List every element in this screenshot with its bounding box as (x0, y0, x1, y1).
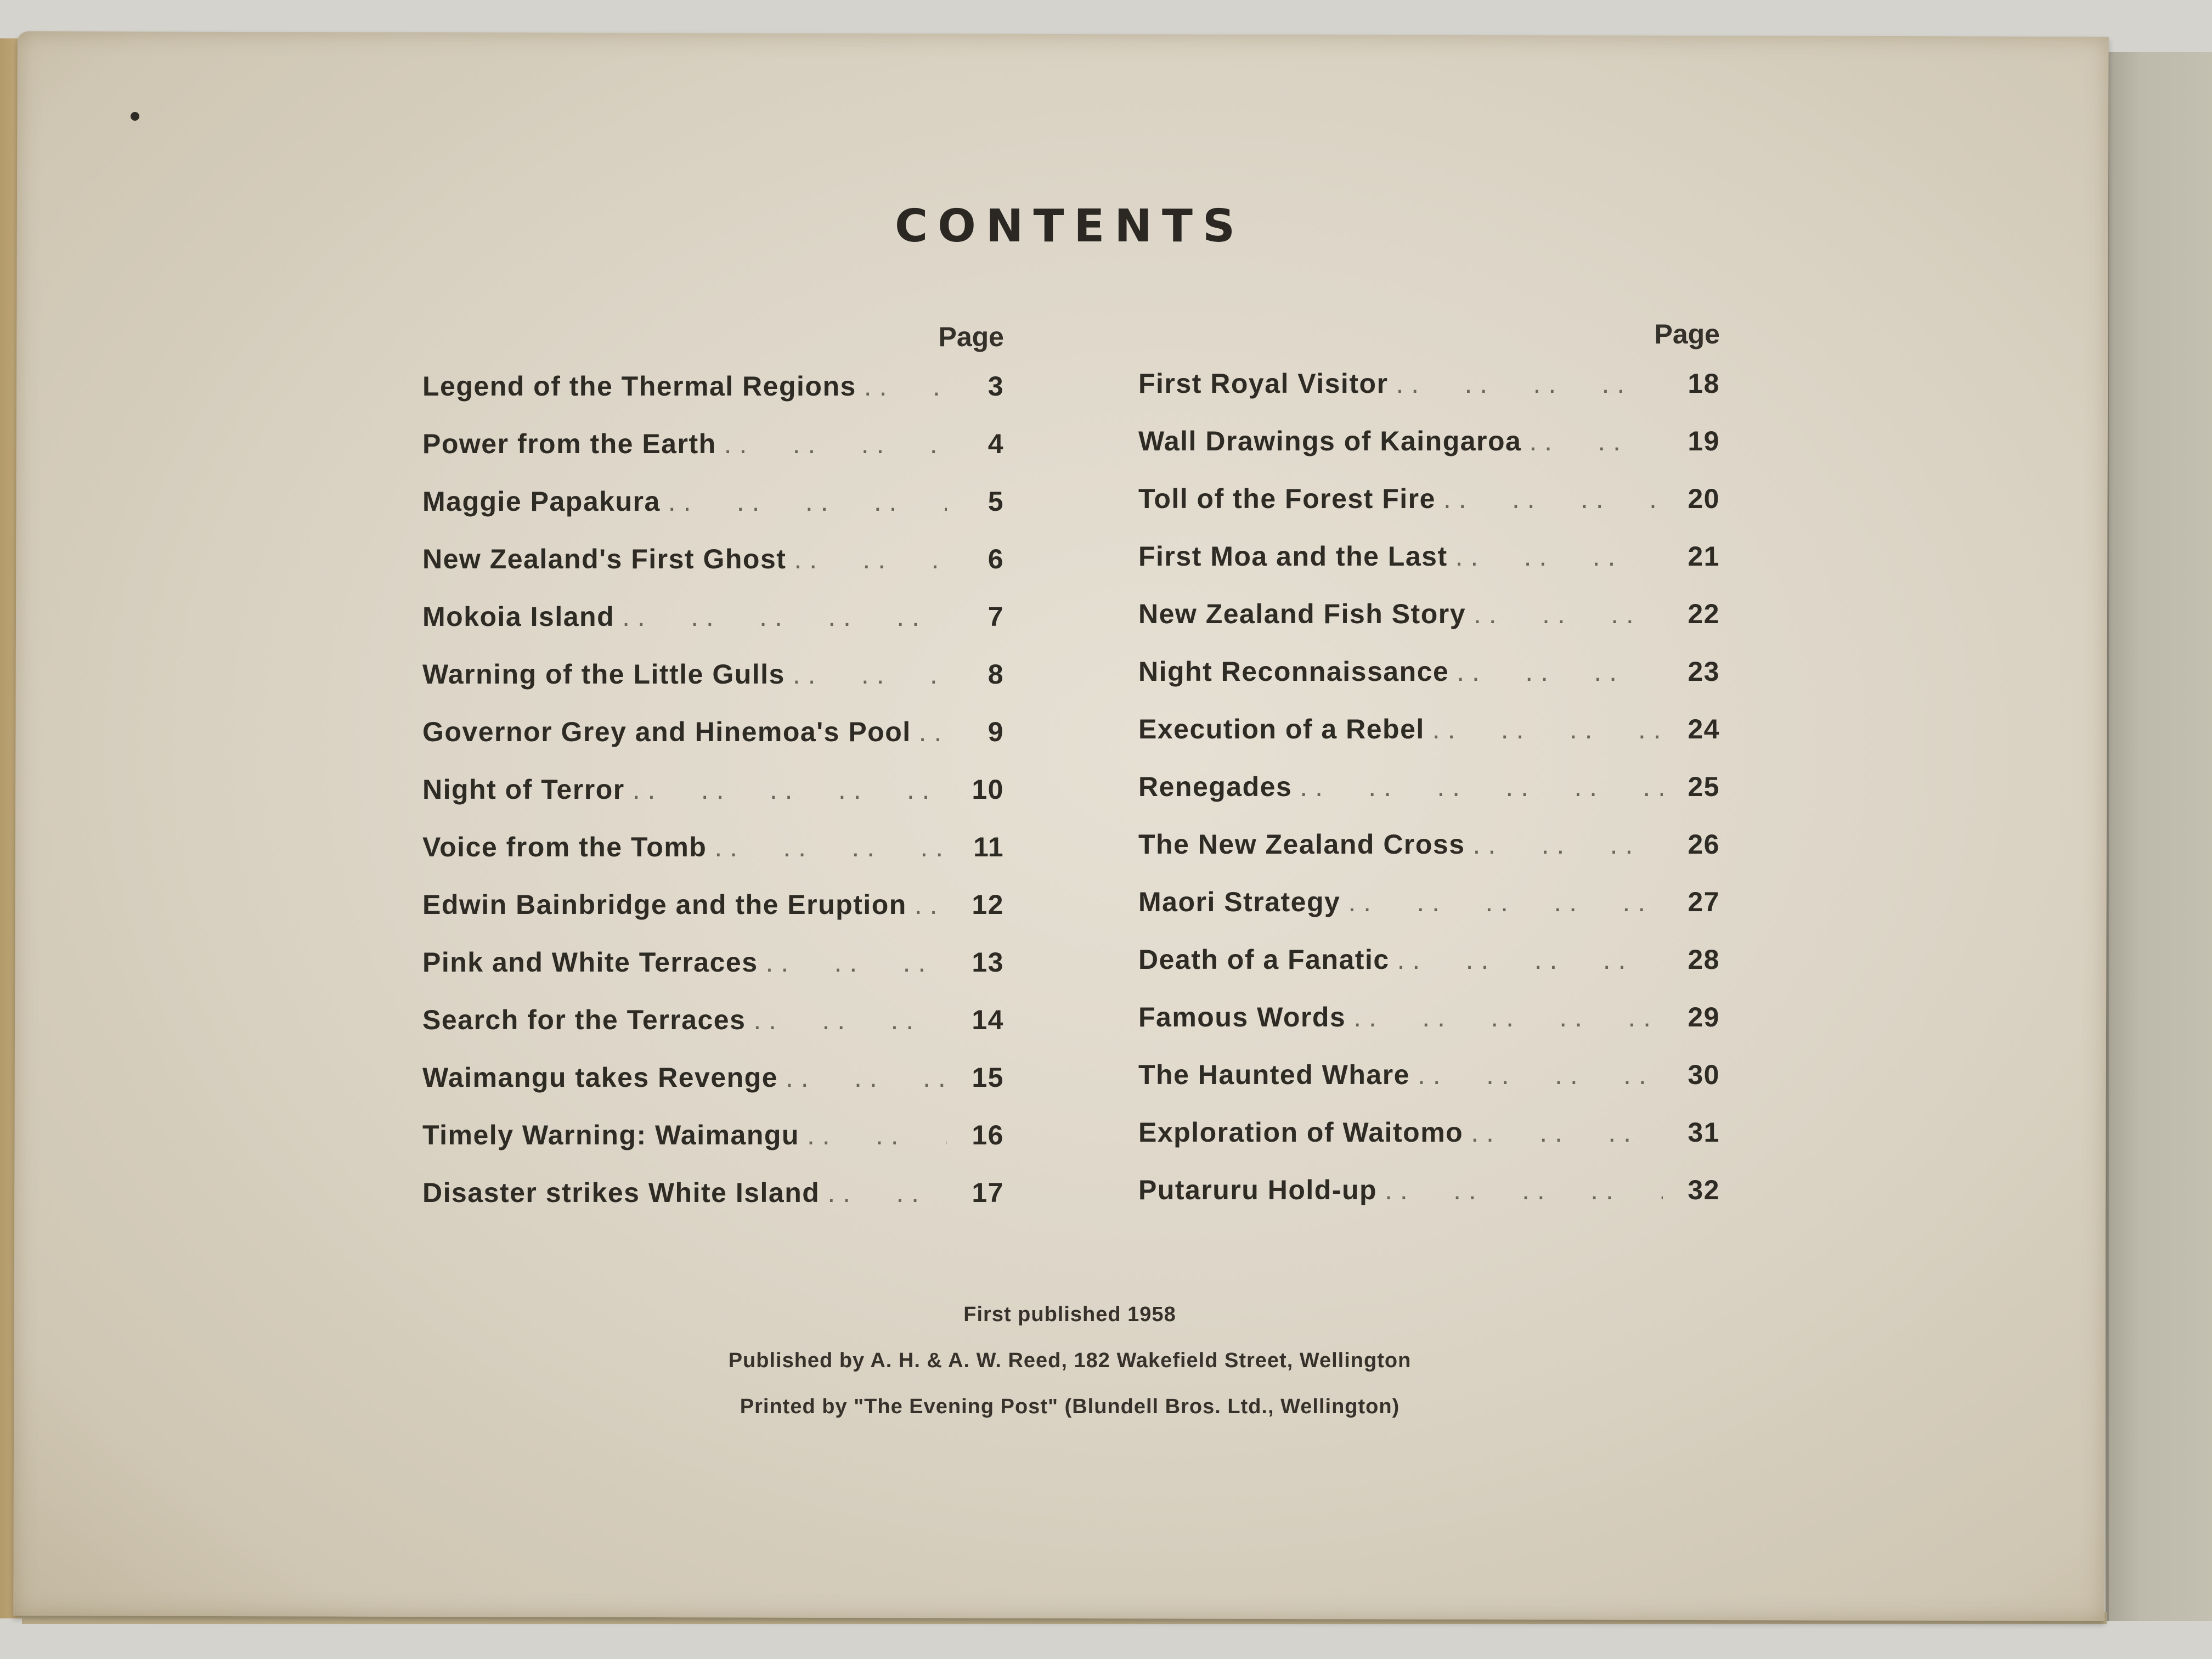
toc-entry-page-number: 25 (1688, 771, 1720, 802)
dot-leader (793, 658, 947, 690)
toc-entry-title: The Haunted Whare (1138, 1059, 1410, 1090)
toc-entry-title: Timely Warning: Waimangu (422, 1120, 799, 1150)
toc-entry-title: Power from the Earth (422, 428, 716, 459)
toc-entry (422, 831, 1004, 889)
toc-entry-page-number: 24 (1688, 714, 1720, 744)
dot-leader (827, 1177, 947, 1209)
dot-leader (1443, 483, 1663, 515)
toc-entry (1138, 540, 1720, 598)
toc-entry-page-number: 26 (1688, 829, 1720, 860)
dot-leader (724, 428, 947, 460)
toc-entry-title: Edwin Bainbridge and the Eruption (422, 889, 907, 920)
toc-entry (1138, 483, 1720, 540)
dot-leader (1529, 425, 1663, 457)
toc-entry (1138, 1174, 1720, 1232)
toc-entry-page-number: 16 (972, 1120, 1004, 1150)
dot-leader (1455, 540, 1663, 572)
toc-entry-title: Famous Words (1138, 1002, 1346, 1032)
toc-entry (422, 370, 1004, 428)
imprint-block (631, 1303, 1509, 1441)
dot-leader (1457, 656, 1663, 687)
toc-entry (422, 946, 1004, 1004)
toc-entry-title: Warning of the Little Gulls (422, 659, 785, 690)
dot-leader (668, 486, 947, 517)
toc-entry-page-number: 9 (988, 716, 1004, 747)
toc-entry (1138, 713, 1720, 771)
toc-entry-page-number: 30 (1688, 1059, 1720, 1090)
dot-leader (864, 370, 947, 402)
dot-leader (1474, 598, 1663, 630)
toc-list-left (422, 370, 1004, 1234)
dot-leader (622, 601, 947, 633)
toc-entry-title: Putaruru Hold-up (1138, 1175, 1378, 1205)
toc-entry (422, 716, 1004, 774)
toc-entry-page-number: 17 (972, 1177, 1004, 1208)
toc-entry-page-number: 27 (1688, 887, 1720, 917)
toc-entry-page-number: 5 (988, 486, 1004, 517)
toc-entry (422, 774, 1004, 831)
toc-entry-title: Wall Drawings of Kaingaroa (1138, 426, 1522, 456)
page-title: CONTENTS (894, 200, 1245, 252)
toc-entry-title: Execution of a Rebel (1138, 714, 1425, 744)
dot-leader (1396, 368, 1663, 399)
toc-entry-title: Maggie Papakura (422, 486, 661, 517)
toc-entry-title: Disaster strikes White Island (422, 1177, 820, 1208)
toc-entry (1138, 1001, 1720, 1059)
dot-leader (753, 1004, 947, 1036)
toc-entry (422, 486, 1004, 543)
toc-entry-page-number: 11 (973, 832, 1004, 862)
toc-list-right (1138, 368, 1720, 1232)
toc-entry (1138, 598, 1720, 656)
toc-entry-title: Renegades (1138, 771, 1293, 802)
toc-entry-page-number: 13 (972, 947, 1004, 978)
toc-entry (1138, 944, 1720, 1001)
dot-leader (714, 831, 947, 863)
dot-leader (807, 1119, 947, 1151)
toc-entry (1138, 425, 1720, 483)
toc-entry (422, 1119, 1004, 1177)
toc-entry-page-number: 29 (1688, 1002, 1720, 1032)
toc-entry (1138, 771, 1720, 828)
toc-entry (422, 658, 1004, 716)
toc-entry-title: New Zealand Fish Story (1138, 599, 1466, 629)
toc-entry-title: First Royal Visitor (1138, 368, 1389, 399)
toc-entry-title: Waimangu takes Revenge (422, 1062, 778, 1093)
page-column-header: Page (1654, 319, 1720, 349)
publisher-line: Published by A. H. & A. W. Reed, 182 Wakefield Street, Wellington (728, 1349, 1412, 1372)
toc-entry-page-number: 28 (1688, 944, 1720, 975)
contents-left-column (422, 321, 1004, 1234)
dot-leader (1473, 828, 1663, 860)
toc-entry-page-number: 15 (972, 1062, 1004, 1093)
dot-leader (1385, 1174, 1663, 1206)
dot-leader (633, 774, 947, 805)
dot-leader (794, 543, 947, 575)
toc-entry-title: Night of Terror (422, 774, 625, 805)
toc-entry-page-number: 19 (1688, 426, 1720, 456)
toc-entry-page-number: 12 (972, 889, 1004, 920)
printer-line: Printed by "The Evening Post" (Blundell Bros. Ltd., Wellington) (740, 1395, 1400, 1418)
toc-entry-title: Toll of the Forest Fire (1138, 483, 1436, 514)
dot-leader (919, 716, 947, 748)
toc-entry-page-number: 14 (972, 1005, 1004, 1035)
toc-entry (422, 601, 1004, 658)
dot-leader (766, 946, 947, 978)
toc-entry-page-number: 18 (1688, 368, 1720, 399)
toc-entry (422, 1004, 1004, 1062)
toc-entry-page-number: 3 (988, 371, 1004, 402)
first-published-line: First published 1958 (963, 1303, 1176, 1326)
toc-entry-page-number: 10 (972, 774, 1004, 805)
toc-entry (1138, 828, 1720, 886)
toc-entry-title: Legend of the Thermal Regions (422, 371, 856, 402)
contents-right-column (1138, 318, 1720, 1232)
toc-entry-title: Death of a Fanatic (1138, 944, 1390, 975)
toc-entry (422, 428, 1004, 486)
toc-entry-title: Exploration of Waitomo (1138, 1117, 1464, 1148)
toc-entry-page-number: 20 (1688, 483, 1720, 514)
toc-entry-title: Governor Grey and Hinemoa's Pool (422, 716, 911, 747)
dot-leader (1397, 944, 1663, 975)
toc-entry-title: Mokoia Island (422, 601, 615, 632)
toc-entry (422, 1062, 1004, 1119)
dot-leader (1418, 1059, 1663, 1091)
toc-entry (1138, 1116, 1720, 1174)
dot-leader (1353, 1001, 1663, 1033)
toc-entry-title: Maori Strategy (1138, 887, 1341, 917)
toc-entry (1138, 1059, 1720, 1116)
toc-entry-page-number: 32 (1688, 1175, 1720, 1205)
dot-leader (1300, 771, 1663, 803)
toc-entry-title: Night Reconnaissance (1138, 656, 1449, 687)
toc-entry-page-number: 23 (1688, 656, 1720, 687)
dot-leader (1348, 886, 1663, 918)
toc-entry (422, 1177, 1004, 1234)
toc-entry-page-number: 22 (1688, 599, 1720, 629)
toc-entry-title: Voice from the Tomb (422, 832, 707, 862)
toc-entry-title: Pink and White Terraces (422, 947, 758, 978)
dot-leader (1432, 713, 1663, 745)
toc-entry (1138, 886, 1720, 944)
toc-entry (422, 543, 1004, 601)
dot-leader (1471, 1116, 1663, 1148)
toc-entry (422, 889, 1004, 946)
page-column-header: Page (938, 321, 1004, 352)
toc-entry-title: New Zealand's First Ghost (422, 544, 787, 574)
toc-entry (1138, 656, 1720, 713)
toc-entry-page-number: 8 (988, 659, 1004, 690)
dot-leader (915, 889, 947, 921)
toc-entry-page-number: 7 (988, 601, 1004, 632)
toc-entry-title: The New Zealand Cross (1138, 829, 1465, 860)
toc-entry-page-number: 6 (988, 544, 1004, 574)
toc-entry-page-number: 21 (1688, 541, 1720, 572)
toc-entry-page-number: 31 (1688, 1117, 1720, 1148)
toc-entry-title: Search for the Terraces (422, 1005, 746, 1035)
dot-leader (786, 1062, 947, 1093)
toc-entry-page-number: 4 (988, 428, 1004, 459)
toc-entry (1138, 368, 1720, 425)
toc-entry-title: First Moa and the Last (1138, 541, 1448, 572)
